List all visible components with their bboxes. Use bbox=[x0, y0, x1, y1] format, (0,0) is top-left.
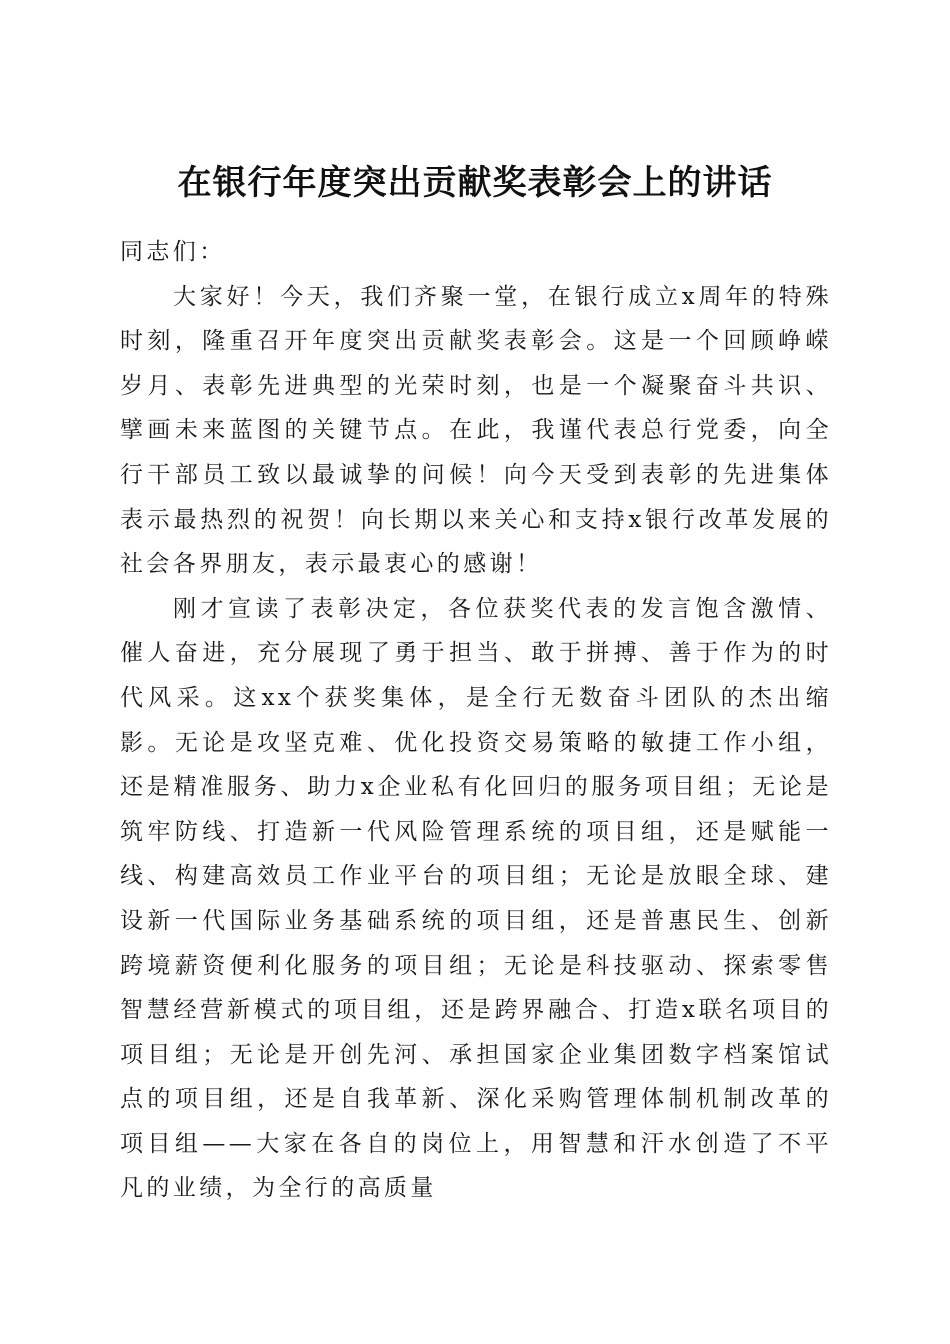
salutation: 同志们： bbox=[120, 239, 226, 265]
document-title: 在银行年度突出贡献奖表彰会上的讲话 bbox=[177, 162, 773, 203]
paragraph-awards: 刚才宣读了表彰决定，各位获奖代表的发言饱含激情、催人奋进，充分展现了勇于担当、敢于拼搏、善于作为的时代风采。这xx个获奖集体，是全行无数奋斗团队的杰出缩影。无论是攻坚克难、优化投资交易策略的敏捷工作小组，还是精准服务、助力x企业私有化回归的服务项目组；无论是筑牢防线、打造新一代风险管理系统的项目组，还是赋能一线、构建高效员工作业平台的项目组；无论是放眼全球、建设新一代国际业务基础系统的项目组，还是普惠民生、创新跨境薪资便利化服务的项目组；无论是科技驱动、探索零售智慧经营新模式的项目组，还是跨界融合、打造x联名项目的项目组；无论是开创先河、承担国家企业集团数字档案馆试点的项目组，还是自我革新、深化采购管理体制机制改革的项目组——大家在各自的岗位上，用智慧和汗水创造了不平凡的业绩，为全行的高质量 bbox=[120, 595, 832, 1202]
paragraph-opening: 大家好！今天，我们齐聚一堂，在银行成立x周年的特殊时刻，隆重召开年度突出贡献奖表彰会。这是一个回顾峥嵘岁月、表彰先进典型的光荣时刻，也是一个凝聚奋斗共识、擘画未来蓝图的关键节点。在此，我谨代表总行党委，向全行干部员工致以最诚挚的问候！向今天受到表彰的先进集体表示最热烈的祝贺！向长期以来关心和支持x银行改革发展的社会各界朋友，表示最衷心的感谢！ bbox=[120, 283, 832, 578]
document-body bbox=[120, 230, 832, 1211]
